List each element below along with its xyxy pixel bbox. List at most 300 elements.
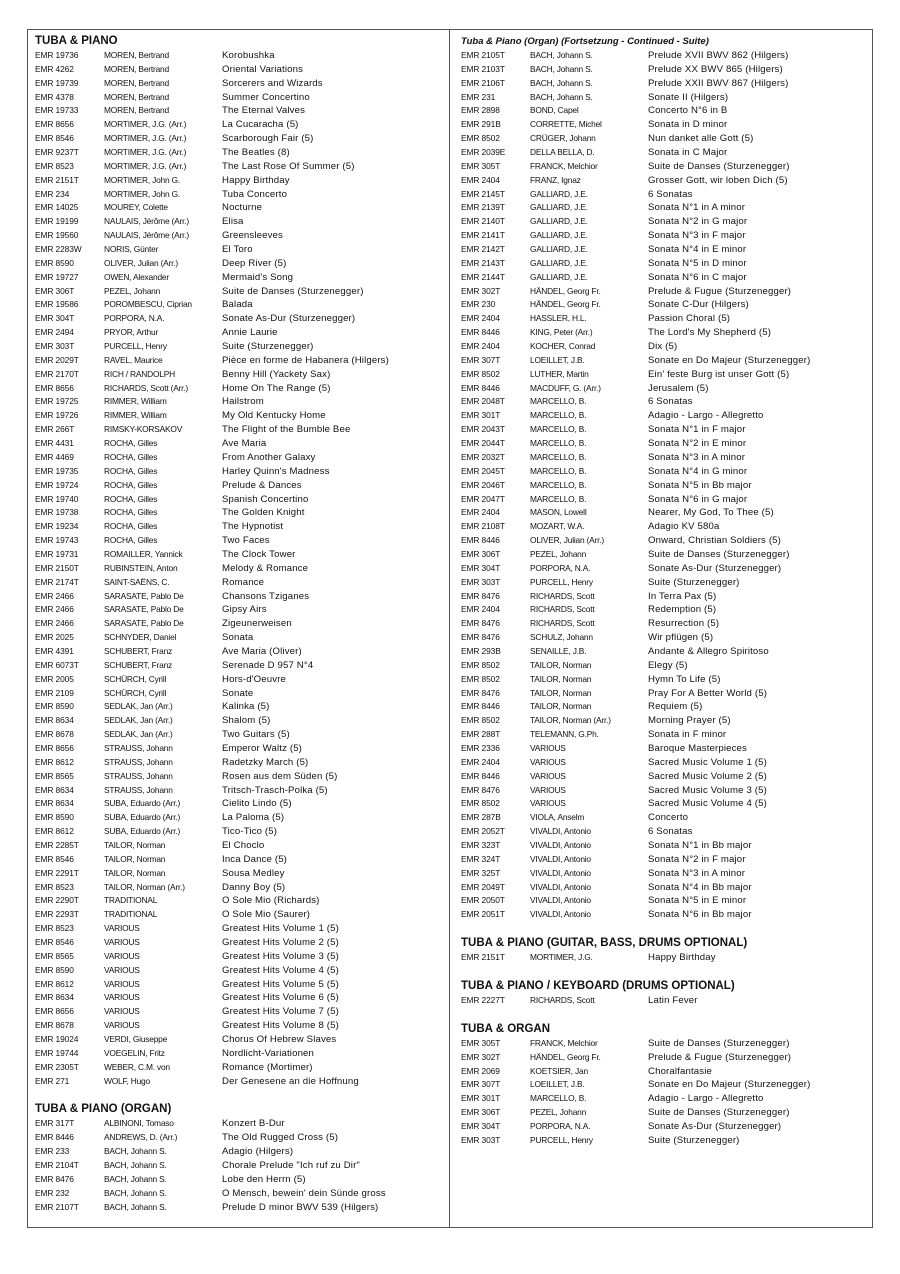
title: Cielito Lindo (5) bbox=[222, 798, 292, 810]
composer: HASSLER, H.L. bbox=[530, 313, 587, 324]
composer: PEZEL, Johann bbox=[530, 548, 587, 559]
catalog-row bbox=[35, 188, 445, 202]
composer: VIVALDI, Antonio bbox=[530, 826, 591, 837]
title: Greensleeves bbox=[222, 230, 283, 242]
catalog-number: EMR 19234 bbox=[35, 521, 79, 532]
catalog-number: EMR 8546 bbox=[35, 853, 74, 864]
catalog-row bbox=[35, 1131, 445, 1145]
catalog-number: EMR 8590 bbox=[35, 964, 74, 975]
title: Adagio - Largo - Allegretto bbox=[648, 410, 764, 422]
catalog-row bbox=[35, 687, 445, 701]
composer: ROCHA, Gilles bbox=[104, 438, 158, 449]
catalog-row bbox=[35, 312, 445, 326]
catalog-number: EMR 2466 bbox=[35, 590, 74, 601]
composer: LOEILLET, J.B. bbox=[530, 354, 585, 365]
title: Deep River (5) bbox=[222, 257, 287, 269]
catalog-number: EMR 8590 bbox=[35, 812, 74, 823]
catalog-number: EMR 8523 bbox=[35, 923, 74, 934]
title: Rosen aus dem Süden (5) bbox=[222, 770, 338, 782]
title: Sonata N°3 in A minor bbox=[648, 451, 746, 463]
composer: ROCHA, Gilles bbox=[104, 465, 158, 476]
composer: MOREN, Bertrand bbox=[104, 91, 169, 102]
composer: TRADITIONAL bbox=[104, 909, 158, 920]
catalog-number: EMR 2044T bbox=[461, 438, 505, 449]
catalog-number: EMR 8446 bbox=[461, 770, 500, 781]
composer: MARCELLO, B. bbox=[530, 465, 587, 476]
composer: OWEN, Alexander bbox=[104, 271, 169, 282]
title: Elegy (5) bbox=[648, 659, 688, 671]
catalog-row bbox=[461, 867, 866, 881]
title: O Sole Mio (Saurer) bbox=[222, 909, 311, 921]
composer: TAILOR, Norman (Arr.) bbox=[104, 881, 185, 892]
catalog-row bbox=[35, 257, 445, 271]
catalog-number: EMR 291B bbox=[461, 119, 501, 130]
catalog-row bbox=[35, 104, 445, 118]
composer: TAILOR, Norman bbox=[104, 839, 166, 850]
composer: SCHÜRCH, Cyrill bbox=[104, 673, 167, 684]
composer: PEZEL, Johann bbox=[104, 285, 161, 296]
composer: VARIOUS bbox=[530, 742, 566, 753]
composer: VIVALDI, Antonio bbox=[530, 839, 591, 850]
catalog-row bbox=[461, 590, 866, 604]
catalog-row bbox=[35, 1159, 445, 1173]
composer: NAULAIS, Jérôme (Arr.) bbox=[104, 216, 189, 227]
catalog-number: EMR 19733 bbox=[35, 105, 79, 116]
catalog-number: EMR 234 bbox=[35, 188, 70, 199]
composer: TAILOR, Norman bbox=[530, 673, 592, 684]
composer: MARCELLO, B. bbox=[530, 438, 587, 449]
catalog-row bbox=[35, 1117, 445, 1131]
catalog-row bbox=[35, 368, 445, 382]
title: Choralfantasie bbox=[648, 1065, 712, 1077]
title: Danny Boy (5) bbox=[222, 881, 286, 893]
composer: MORTIMER, J.G. (Arr.) bbox=[104, 133, 187, 144]
catalog-number: EMR 8476 bbox=[461, 632, 500, 643]
composer: TAILOR, Norman bbox=[104, 867, 166, 878]
composer: ROCHA, Gilles bbox=[104, 535, 158, 546]
composer: RAVEL, Maurice bbox=[104, 354, 163, 365]
catalog-row bbox=[35, 978, 445, 992]
catalog-number: EMR 232 bbox=[35, 1187, 70, 1198]
catalog-row bbox=[461, 91, 866, 105]
catalog-number: EMR 19560 bbox=[35, 230, 79, 241]
catalog-number: EMR 2404 bbox=[461, 341, 500, 352]
composer: RIMMER, William bbox=[104, 410, 167, 421]
catalog-number: EMR 2043T bbox=[461, 424, 505, 435]
composer: MOREN, Bertrand bbox=[104, 105, 169, 116]
catalog-row bbox=[35, 1201, 445, 1215]
catalog-number: EMR 304T bbox=[35, 313, 75, 324]
catalog-number: EMR 2108T bbox=[461, 521, 505, 532]
catalog-row bbox=[461, 77, 866, 91]
composer: SARASATE, Pablo De bbox=[104, 618, 184, 629]
catalog-row bbox=[35, 271, 445, 285]
catalog-row bbox=[461, 742, 866, 756]
composer: CORRETTE, Michel bbox=[530, 119, 602, 130]
catalog-row bbox=[35, 49, 445, 63]
composer: FRANCK, Melchior bbox=[530, 1037, 598, 1048]
catalog-row bbox=[461, 395, 866, 409]
catalog-row bbox=[35, 867, 445, 881]
title: Ave Maria bbox=[222, 438, 267, 450]
title: Concerto bbox=[648, 812, 689, 824]
catalog-row bbox=[461, 576, 866, 590]
catalog-number: EMR 8502 bbox=[461, 798, 500, 809]
composer: KOETSIER, Jan bbox=[530, 1065, 588, 1076]
title: Suite de Danses (Sturzenegger) bbox=[648, 548, 790, 560]
catalog-number: EMR 8546 bbox=[35, 937, 74, 947]
catalog-number: EMR 2151T bbox=[35, 174, 79, 185]
composer: SUBA, Eduardo (Arr.) bbox=[104, 812, 181, 823]
catalog-number: EMR 2404 bbox=[461, 507, 500, 518]
composer: PRYOR, Arthur bbox=[104, 327, 159, 338]
composer: MACDUFF, G. (Arr.) bbox=[530, 382, 601, 393]
catalog-row bbox=[35, 118, 445, 132]
catalog-number: EMR 2466 bbox=[35, 618, 74, 629]
composer: MORTIMER, J.G. (Arr.) bbox=[104, 160, 187, 171]
title: The Hypnotist bbox=[222, 521, 284, 533]
catalog-row bbox=[461, 479, 866, 493]
catalog-number: EMR 19740 bbox=[35, 493, 79, 504]
catalog-row bbox=[461, 700, 866, 714]
title: Baroque Masterpieces bbox=[648, 742, 747, 754]
composer: HÄNDEL, Georg Fr. bbox=[530, 285, 601, 296]
catalog-row bbox=[461, 659, 866, 673]
catalog-row bbox=[35, 520, 445, 534]
composer: MOREN, Bertrand bbox=[104, 63, 169, 74]
title: Elisa bbox=[222, 216, 244, 228]
catalog-row bbox=[461, 160, 866, 174]
catalog-row bbox=[461, 548, 866, 562]
title: Sonata in C Major bbox=[648, 147, 728, 159]
section-title: TUBA & PIANO / KEYBOARD (DRUMS OPTIONAL) bbox=[461, 980, 735, 992]
catalog-section bbox=[461, 979, 866, 1008]
catalog-number: EMR 2052T bbox=[461, 826, 505, 837]
composer: TAILOR, Norman bbox=[104, 853, 166, 864]
catalog-number: EMR 306T bbox=[461, 548, 501, 559]
catalog-row bbox=[35, 1187, 445, 1201]
catalog-row bbox=[461, 1092, 866, 1106]
catalog-row bbox=[35, 465, 445, 479]
catalog-row bbox=[35, 714, 445, 728]
title: Sonata N°5 in E minor bbox=[648, 895, 747, 907]
catalog-number: EMR 19199 bbox=[35, 216, 79, 227]
catalog-number: EMR 231 bbox=[461, 91, 496, 102]
catalog-number: EMR 2305T bbox=[35, 1061, 79, 1072]
catalog-number: EMR 2140T bbox=[461, 216, 505, 227]
title: Oriental Variations bbox=[222, 63, 304, 75]
catalog-row bbox=[35, 770, 445, 784]
composer: ALBINONI, Tomaso bbox=[104, 1118, 174, 1129]
catalog-number: EMR 2103T bbox=[461, 63, 505, 74]
title: O Mensch, bewein' dein Sünde gross bbox=[222, 1187, 386, 1199]
composer: ROCHA, Gilles bbox=[104, 451, 158, 462]
title: Shalom (5) bbox=[222, 715, 271, 727]
catalog-number: EMR 303T bbox=[35, 341, 75, 352]
composer: TAILOR, Norman bbox=[530, 687, 592, 698]
catalog-number: EMR 19744 bbox=[35, 1047, 79, 1058]
catalog-row bbox=[461, 493, 866, 507]
title: Scarborough Fair (5) bbox=[222, 133, 314, 145]
catalog-row bbox=[461, 465, 866, 479]
catalog-row bbox=[35, 132, 445, 146]
title: Korobushka bbox=[222, 50, 275, 61]
catalog-number: EMR 8523 bbox=[35, 881, 74, 892]
title: Hors-d'Oeuvre bbox=[222, 673, 287, 685]
composer: SAINT-SAËNS, C. bbox=[104, 576, 170, 587]
catalog-row bbox=[35, 437, 445, 451]
title: Hymn To Life (5) bbox=[648, 673, 721, 685]
title: Sonata N°4 in E minor bbox=[648, 244, 747, 256]
catalog-row bbox=[461, 1134, 866, 1148]
title: The Flight of the Bumble Bee bbox=[222, 424, 351, 436]
catalog-number: EMR 307T bbox=[461, 354, 501, 365]
catalog-number: EMR 303T bbox=[461, 1134, 501, 1145]
catalog-row bbox=[461, 188, 866, 202]
composer: WEBER, C.M. von bbox=[104, 1061, 170, 1072]
catalog-row bbox=[35, 534, 445, 548]
title: Morning Prayer (5) bbox=[648, 715, 731, 727]
title: 6 Sonatas bbox=[648, 826, 693, 838]
title: The Golden Knight bbox=[222, 507, 305, 519]
composer: WOLF, Hugo bbox=[104, 1075, 150, 1086]
catalog-number: EMR 8565 bbox=[35, 950, 74, 961]
catalog-number: EMR 8656 bbox=[35, 742, 74, 753]
left-column bbox=[35, 34, 445, 1214]
catalog-number: EMR 8476 bbox=[35, 1173, 74, 1184]
catalog-number: EMR 233 bbox=[35, 1146, 70, 1157]
catalog-number: EMR 8634 bbox=[35, 798, 74, 809]
catalog-number: EMR 2107T bbox=[35, 1201, 79, 1212]
catalog-number: EMR 8634 bbox=[35, 715, 74, 726]
catalog-row bbox=[461, 1037, 866, 1051]
catalog-number: EMR 271 bbox=[35, 1075, 70, 1086]
catalog-row bbox=[461, 451, 866, 465]
composer: VIVALDI, Antonio bbox=[530, 881, 591, 892]
title: Pièce en forme de Habanera (Hilgers) bbox=[222, 354, 389, 366]
composer: VIVALDI, Antonio bbox=[530, 867, 591, 878]
catalog-number: EMR 2290T bbox=[35, 895, 79, 906]
catalog-row bbox=[35, 1005, 445, 1019]
composer: SCHÜRCH, Cyrill bbox=[104, 687, 167, 698]
catalog-row bbox=[461, 215, 866, 229]
catalog-row bbox=[461, 631, 866, 645]
catalog-number: EMR 8476 bbox=[461, 687, 500, 698]
title: Zigeunerweisen bbox=[222, 618, 292, 630]
title: Resurrection (5) bbox=[648, 618, 720, 630]
catalog-row bbox=[461, 298, 866, 312]
right-column bbox=[461, 34, 866, 1148]
catalog-row bbox=[461, 437, 866, 451]
title: 6 Sonatas bbox=[648, 188, 693, 200]
catalog-number: EMR 19731 bbox=[35, 548, 79, 559]
title: Sonate As-Dur (Sturzenegger) bbox=[648, 562, 782, 574]
catalog-number: EMR 2145T bbox=[461, 188, 505, 199]
composer: MARCELLO, B. bbox=[530, 493, 587, 504]
catalog-number: EMR 2143T bbox=[461, 257, 505, 268]
catalog-row bbox=[35, 562, 445, 576]
composer: HÄNDEL, Georg Fr. bbox=[530, 299, 601, 310]
title: The Last Rose Of Summer (5) bbox=[222, 160, 355, 172]
catalog-number: EMR 2051T bbox=[461, 909, 505, 920]
title: Prelude XXII BWV 867 (Hilgers) bbox=[648, 77, 789, 89]
composer: TRADITIONAL bbox=[104, 895, 158, 906]
title: Prelude & Fugue (Sturzenegger) bbox=[648, 285, 792, 297]
catalog-row bbox=[35, 382, 445, 396]
title: Sonate II (Hilgers) bbox=[648, 91, 729, 103]
catalog-number: EMR 304T bbox=[461, 1121, 501, 1132]
catalog-number: EMR 2151T bbox=[461, 952, 505, 963]
title: Prelude XVII BWV 862 (Hilgers) bbox=[648, 50, 789, 61]
catalog-number: EMR 2170T bbox=[35, 368, 79, 379]
title: Nun danket alle Gott (5) bbox=[648, 133, 754, 145]
catalog-row bbox=[461, 63, 866, 77]
title: La Paloma (5) bbox=[222, 812, 285, 824]
catalog-number: EMR 2029T bbox=[35, 354, 79, 365]
composer: ROCHA, Gilles bbox=[104, 507, 158, 518]
column-divider bbox=[449, 29, 450, 1228]
title: Sonata N°2 in G major bbox=[648, 216, 748, 228]
composer: NAULAIS, Jérôme (Arr.) bbox=[104, 230, 189, 241]
composer: ROCHA, Gilles bbox=[104, 493, 158, 504]
composer: TAILOR, Norman bbox=[530, 701, 592, 712]
composer: STRAUSS, Johann bbox=[104, 784, 173, 795]
catalog-number: EMR 2404 bbox=[461, 313, 500, 324]
catalog-number: EMR 324T bbox=[461, 853, 501, 864]
title: Sonata N°2 in E minor bbox=[648, 438, 747, 450]
catalog-row bbox=[35, 659, 445, 673]
catalog-number: EMR 14025 bbox=[35, 202, 79, 213]
title: Summer Concertino bbox=[222, 91, 310, 103]
composer: SARASATE, Pablo De bbox=[104, 590, 184, 601]
composer: VERDI, Giuseppe bbox=[104, 1034, 168, 1045]
catalog-number: EMR 2050T bbox=[461, 895, 505, 906]
title: El Choclo bbox=[222, 839, 265, 851]
composer: RICHARDS, Scott bbox=[530, 618, 595, 629]
composer: VARIOUS bbox=[104, 937, 140, 947]
composer: MARCELLO, B. bbox=[530, 1093, 587, 1104]
section-title: TUBA & ORGAN bbox=[461, 1022, 551, 1035]
catalog-number: EMR 2049T bbox=[461, 881, 505, 892]
catalog-number: EMR 2494 bbox=[35, 327, 74, 338]
composer: MORTIMER, J.G. bbox=[530, 952, 593, 963]
composer: FRANCK, Melchior bbox=[530, 160, 598, 171]
catalog-row bbox=[35, 645, 445, 659]
catalog-number: EMR 2174T bbox=[35, 576, 79, 587]
composer: VARIOUS bbox=[104, 978, 140, 989]
composer: KING, Peter (Arr.) bbox=[530, 327, 593, 338]
title: Sonata N°1 in A minor bbox=[648, 202, 746, 214]
catalog-number: EMR 8523 bbox=[35, 160, 74, 171]
catalog-row bbox=[35, 700, 445, 714]
catalog-number: EMR 19738 bbox=[35, 507, 79, 518]
title: Tuba Concerto bbox=[222, 188, 288, 200]
title: Tritsch-Trasch-Polka (5) bbox=[222, 784, 328, 796]
catalog-number: EMR 8546 bbox=[35, 133, 74, 144]
title: Prelude & Dances bbox=[222, 479, 302, 491]
catalog-row bbox=[35, 1173, 445, 1187]
composer: RIMSKY-KORSAKOV bbox=[104, 424, 183, 435]
composer: OLIVER, Julian (Arr.) bbox=[104, 257, 178, 268]
composer: GALLIARD, J.E. bbox=[530, 271, 588, 282]
composer: MOUREY, Colette bbox=[104, 202, 168, 213]
title: Benny Hill (Yackety Sax) bbox=[222, 368, 331, 380]
catalog-number: EMR 2104T bbox=[35, 1160, 79, 1171]
composer: GALLIARD, J.E. bbox=[530, 188, 588, 199]
composer: SCHUBERT, Franz bbox=[104, 645, 173, 656]
section-title: TUBA & PIANO (GUITAR, BASS, DRUMS OPTIONAL) bbox=[461, 937, 748, 950]
catalog-row bbox=[461, 825, 866, 839]
catalog-number: EMR 2466 bbox=[35, 604, 74, 615]
section-title: Tuba & Piano (Organ) (Fortsetzung - Continued - Suite) bbox=[461, 36, 709, 47]
composer: MARCELLO, B. bbox=[530, 396, 587, 407]
composer: SEDLAK, Jan (Arr.) bbox=[104, 729, 173, 740]
catalog-row bbox=[35, 506, 445, 520]
title: Suite (Sturzenegger) bbox=[222, 341, 314, 353]
catalog-number: EMR 19735 bbox=[35, 465, 79, 476]
catalog-number: EMR 8634 bbox=[35, 992, 74, 1003]
catalog-number: EMR 317T bbox=[35, 1118, 75, 1129]
title: Greatest Hits Volume 5 (5) bbox=[222, 978, 339, 990]
title: Suite (Sturzenegger) bbox=[648, 1134, 740, 1146]
title: Sonate As-Dur (Sturzenegger) bbox=[648, 1121, 782, 1133]
title: Sacred Music Volume 1 (5) bbox=[648, 756, 767, 768]
composer: FRANZ, Ignaz bbox=[530, 174, 581, 185]
title: Greatest Hits Volume 7 (5) bbox=[222, 1006, 339, 1018]
catalog-row bbox=[461, 174, 866, 188]
composer: PURCELL, Henry bbox=[530, 576, 593, 587]
catalog-row bbox=[461, 603, 866, 617]
title: Suite de Danses (Sturzenegger) bbox=[648, 1037, 790, 1049]
catalog-number: EMR 8590 bbox=[35, 701, 74, 712]
catalog-number: EMR 305T bbox=[461, 1037, 501, 1048]
composer: VIVALDI, Antonio bbox=[530, 895, 591, 906]
composer: STRAUSS, Johann bbox=[104, 756, 173, 767]
composer: HÄNDEL, Georg Fr. bbox=[530, 1051, 601, 1062]
catalog-row bbox=[35, 174, 445, 188]
catalog-row bbox=[35, 936, 445, 950]
catalog-number: EMR 2142T bbox=[461, 244, 505, 255]
catalog-row bbox=[35, 1145, 445, 1159]
title: Redemption (5) bbox=[648, 604, 717, 616]
catalog-number: EMR 2106T bbox=[461, 77, 505, 88]
catalog-row bbox=[461, 340, 866, 354]
catalog-number: EMR 8612 bbox=[35, 756, 74, 767]
title: The Beatles (8) bbox=[222, 147, 290, 159]
title: Sonate en Do Majeur (Sturzenegger) bbox=[648, 1079, 811, 1091]
catalog-number: EMR 2025 bbox=[35, 632, 74, 643]
title: Sonata N°5 in Bb major bbox=[648, 479, 752, 491]
catalog-number: EMR 2032T bbox=[461, 451, 505, 462]
composer: PURCELL, Henry bbox=[104, 341, 167, 352]
catalog-row bbox=[35, 825, 445, 839]
catalog-row bbox=[35, 950, 445, 964]
composer: ROCHA, Gilles bbox=[104, 479, 158, 490]
catalog-row bbox=[461, 201, 866, 215]
catalog-row bbox=[461, 409, 866, 423]
catalog-number: EMR 2105T bbox=[461, 50, 505, 60]
catalog-row bbox=[461, 1051, 866, 1065]
catalog-row bbox=[461, 423, 866, 437]
catalog-number: EMR 301T bbox=[461, 410, 501, 421]
catalog-number: EMR 303T bbox=[461, 576, 501, 587]
catalog-number: EMR 4469 bbox=[35, 451, 74, 462]
catalog-row bbox=[35, 784, 445, 798]
catalog-number: EMR 305T bbox=[461, 160, 501, 171]
catalog-row bbox=[461, 881, 866, 895]
title: Spanish Concertino bbox=[222, 493, 309, 505]
catalog-row bbox=[35, 617, 445, 631]
